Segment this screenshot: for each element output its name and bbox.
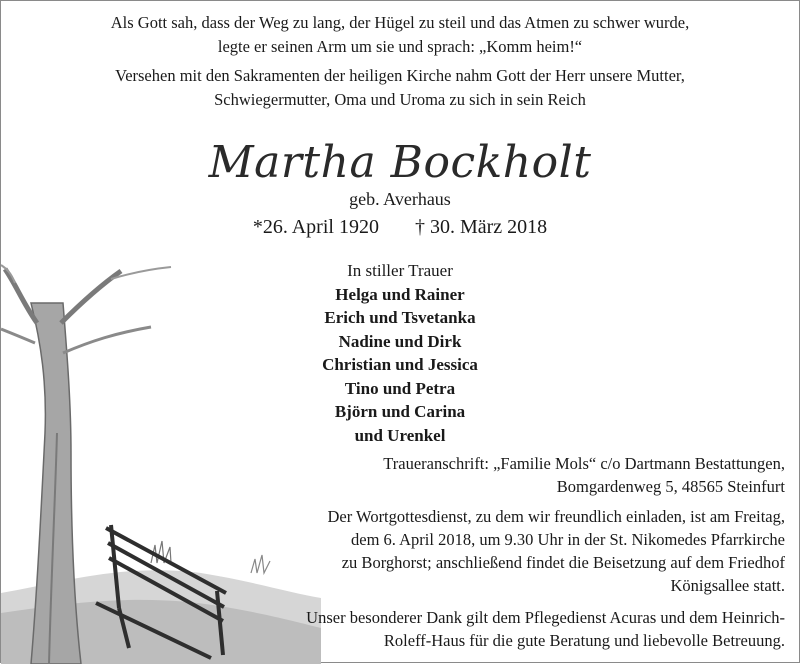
mourner-name: Erich und Tsvetanka — [324, 308, 476, 327]
birth-date: *26. April 1920 — [252, 216, 379, 238]
mourner-name: Tino und Petra — [344, 378, 456, 398]
service-line-4: Königsallee statt. — [670, 576, 785, 595]
service-line-2: dem 6. April 2018, um 9.30 Uhr in der St. Nikomedes Pfarrkirche — [351, 530, 785, 549]
intro-line-2: legte er seinen Arm um sie und sprach: „Komm heim!“ — [217, 37, 583, 56]
mourners-block — [1, 259, 799, 447]
life-dates — [1, 216, 799, 239]
intro-line-3: Versehen mit den Sakramenten der heiligen Kirche nahm Gott der Herr unsere Mutter, — [115, 66, 685, 85]
death-date: † 30. März 2018 — [414, 216, 548, 238]
service-info — [328, 505, 786, 597]
intro-line-1: Als Gott sah, dass der Weg zu lang, der Hügel zu steil und das Atmen zu schwer wurde, — [110, 13, 690, 32]
service-line-3: zu Borghorst; anschließend findet die Beisetzung auf dem Friedhof — [341, 553, 785, 572]
deceased-name: Martha Bockholt — [208, 137, 592, 188]
thanks-line-1: Unser besonderer Dank gilt dem Pflegedienst Acuras und dem Heinrich- — [306, 608, 785, 627]
intro-line-4: Schwiegermutter, Oma und Uroma zu sich in sein Reich — [214, 90, 586, 109]
mourner-name: Helga und Rainer — [335, 284, 465, 304]
birth-name: geb. Averhaus — [349, 189, 451, 209]
intro-quote — [1, 11, 799, 112]
mourners-heading: In stiller Trauer — [347, 261, 453, 280]
condolence-address — [383, 452, 785, 498]
address-line-2: Bomgardenweg 5, 48565 Steinfurt — [556, 477, 785, 496]
mourner-name: Björn und Carina — [334, 402, 466, 421]
mourner-name: Nadine und Dirk — [338, 331, 462, 351]
mourner-name: Christian und Jessica — [322, 355, 478, 374]
thanks-line-2: Roleff-Haus für die gute Beratung und liebevolle Betreuung. — [383, 631, 785, 650]
address-line-1: Traueranschrift: „Familie Mols“ c/o Dartmann Bestattungen, — [383, 454, 785, 473]
service-line-1: Der Wortgottesdienst, zu dem wir freundlich einladen, ist am Freitag, — [327, 507, 785, 526]
thanks-note — [306, 606, 785, 652]
mourner-name: und Urenkel — [354, 425, 446, 445]
